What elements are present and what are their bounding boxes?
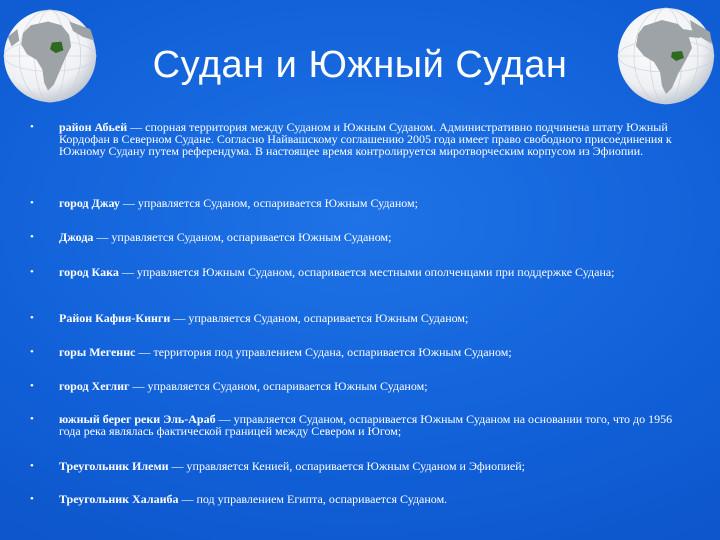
list-item-lead: город Хеглиг xyxy=(59,379,130,393)
list-item-desc: — спорная территория между Суданом и Южным Суданом. Административно подчинена штату Южный Кордофан в Северном Судане. Согласно Найвашскому соглашению 2005 года имеет право свободного присоединения к Южному Судану путем референдума. В настоящее время контролируется миротворческим корпусом из Эфиопии. xyxy=(59,120,672,158)
list-item-desc: — управляется Суданом, оспаривается Южным Суданом; xyxy=(170,311,469,325)
list-item-desc: — управляется Южным Суданом, оспаривается местными ополченцами при поддержке Судана; xyxy=(118,265,615,279)
bullet: • xyxy=(30,312,34,324)
list-item-desc: — территория под управлением Судана, оспаривается Южным Суданом; xyxy=(135,345,512,359)
list-item-lead: Треугольник Илеми xyxy=(59,459,169,473)
bullet: • xyxy=(30,493,34,505)
list-item-text xyxy=(59,493,696,505)
page-title: Судан и Южный Судан xyxy=(152,44,568,86)
list-item-lead: Джода xyxy=(59,230,94,244)
list-item-desc: — управляется Суданом, оспаривается Южным Суданом на основании того, что до 1956 года река являлась фактической границей между Севером и Югом; xyxy=(59,412,673,438)
list-item-lead: город Кака xyxy=(59,265,119,279)
list-item-lead: Треугольник Халаиба xyxy=(59,492,179,506)
bullet: • xyxy=(30,346,34,358)
bullet: • xyxy=(30,121,34,133)
list-item-lead: город Джау xyxy=(59,196,120,210)
bullet: • xyxy=(30,460,34,472)
list-item-text xyxy=(59,266,696,278)
list-item-text xyxy=(59,346,696,358)
list-item-desc: — управляется Суданом, оспаривается Южным Суданом; xyxy=(129,379,428,393)
list-item-desc: — под управлением Египта, оспаривается Суданом. xyxy=(178,492,448,506)
list-item-text xyxy=(59,380,696,392)
list-item-lead: район Абьей xyxy=(59,120,128,134)
list-item-text xyxy=(59,312,696,324)
bullet: • xyxy=(30,413,34,425)
list-item-lead: горы Мегеннс xyxy=(59,345,136,359)
list-item-text xyxy=(59,460,696,472)
list-item-desc: — управляется Суданом, оспаривается Южным Суданом; xyxy=(119,196,418,210)
list-item-desc: — управляется Суданом, оспаривается Южным Суданом; xyxy=(93,230,392,244)
list-item-lead: южный берег реки Эль-Араб xyxy=(59,412,216,426)
list-item-text xyxy=(59,197,696,209)
bullet: • xyxy=(30,197,34,209)
list-item-text xyxy=(59,413,696,437)
list-item-text xyxy=(59,121,696,157)
list-item-text xyxy=(59,231,696,243)
bullet: • xyxy=(30,380,34,392)
list-item-lead: Район Кафия-Кинги xyxy=(59,311,171,325)
list-item-desc: — управляется Кенией, оспаривается Южным Суданом и Эфиопией; xyxy=(168,459,526,473)
bullet: • xyxy=(30,266,34,278)
bullet: • xyxy=(30,231,34,243)
